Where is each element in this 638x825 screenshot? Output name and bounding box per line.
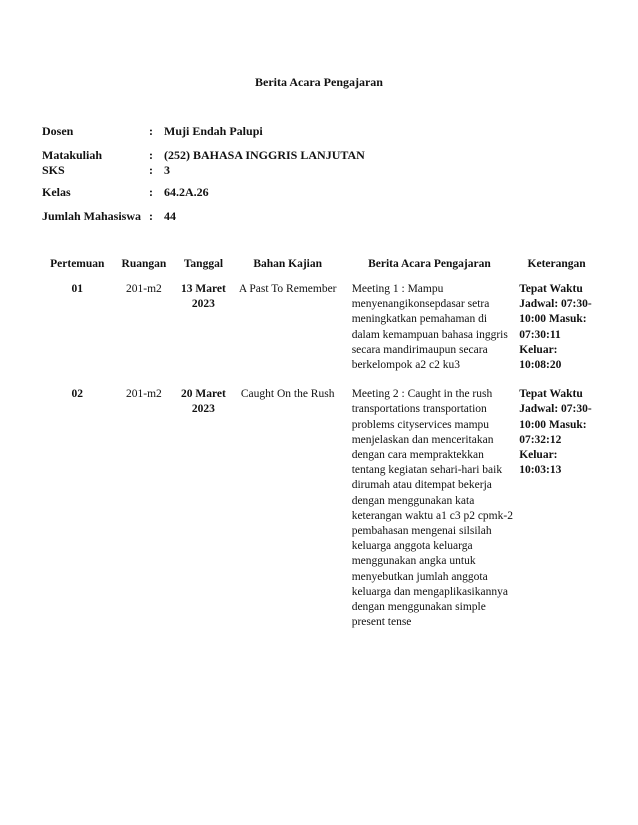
matakuliah-value: (252) BAHASA INGGRIS LANJUTAN <box>164 148 365 162</box>
cell-tanggal: 20 Maret 2023 <box>181 388 226 416</box>
cell-pertemuan: 02 <box>71 388 84 401</box>
jumlah-mahasiswa-label: Jumlah Mahasiswa <box>42 209 142 223</box>
jumlah-mahasiswa-value: 44 <box>164 209 176 223</box>
cell-berita-acara: Meeting 2 : Caught in the rush transportations transportation problems cityservices mampu menjelaskan dan menceritakan dengan cara mempraktekkan tentang kegiatan sehari-hari baik dirumah atau ditempat bekerja dengan menggunakan kata keterangan waktu a1 c3 p2 cpmk-2 pembahasan mengenai silsilah keluarga anggota keluarga menggunakan angka untuk menyebutkan jumlah anggota keluarga dan mengaplikasikannya dengan menggunakan simple present tense <box>351 388 513 629</box>
colon: : <box>149 209 153 223</box>
header-ruangan: Ruangan <box>121 258 167 270</box>
dosen-label: Dosen <box>42 124 74 138</box>
sks-label: SKS <box>42 163 65 177</box>
cell-ruangan: 201-m2 <box>126 283 162 295</box>
cell-bahan-kajian: A Past To Remember <box>238 283 337 295</box>
header-pertemuan: Pertemuan <box>50 258 105 270</box>
kelas-value: 64.2A.26 <box>164 185 209 199</box>
page-title: Berita Acara Pengajaran <box>255 75 383 89</box>
cell-berita-acara: Meeting 1 : Mampu menyenangikonsepdasar setra meningkatkan pemahaman di dalam kemampuan bahasa inggris secara mandirimaupun secara berkelompok a2 c2 ku3 <box>351 283 508 372</box>
header-tanggal: Tanggal <box>183 258 224 270</box>
cell-tanggal: 13 Maret 2023 <box>181 283 226 311</box>
cell-keterangan: Tepat Waktu Jadwal: 07:30-10:00 Masuk: 07:32:12 Keluar: 10:03:13 <box>519 388 592 477</box>
cell-keterangan: Tepat Waktu Jadwal: 07:30-10:00 Masuk: 07:30:11 Keluar: 10:08:20 <box>519 283 592 372</box>
table-header-row <box>44 258 600 282</box>
sks-value: 3 <box>164 163 170 177</box>
colon: : <box>149 148 153 162</box>
header-berita-acara: Berita Acara Pengajaran <box>368 258 491 270</box>
cell-pertemuan: 01 <box>71 283 84 295</box>
table-row <box>44 282 600 387</box>
matakuliah-label: Matakuliah <box>42 148 103 162</box>
dosen-value: Muji Endah Palupi <box>164 124 263 138</box>
header-bahan-kajian: Bahan Kajian <box>253 258 323 270</box>
table-row <box>44 387 600 644</box>
colon: : <box>149 185 153 199</box>
header-keterangan: Keterangan <box>527 258 586 270</box>
cell-ruangan: 201-m2 <box>126 388 162 401</box>
teaching-record-table <box>44 258 600 644</box>
cell-bahan-kajian: Caught On the Rush <box>240 388 335 401</box>
colon: : <box>149 163 153 177</box>
colon: : <box>149 124 153 138</box>
kelas-label: Kelas <box>42 185 71 199</box>
